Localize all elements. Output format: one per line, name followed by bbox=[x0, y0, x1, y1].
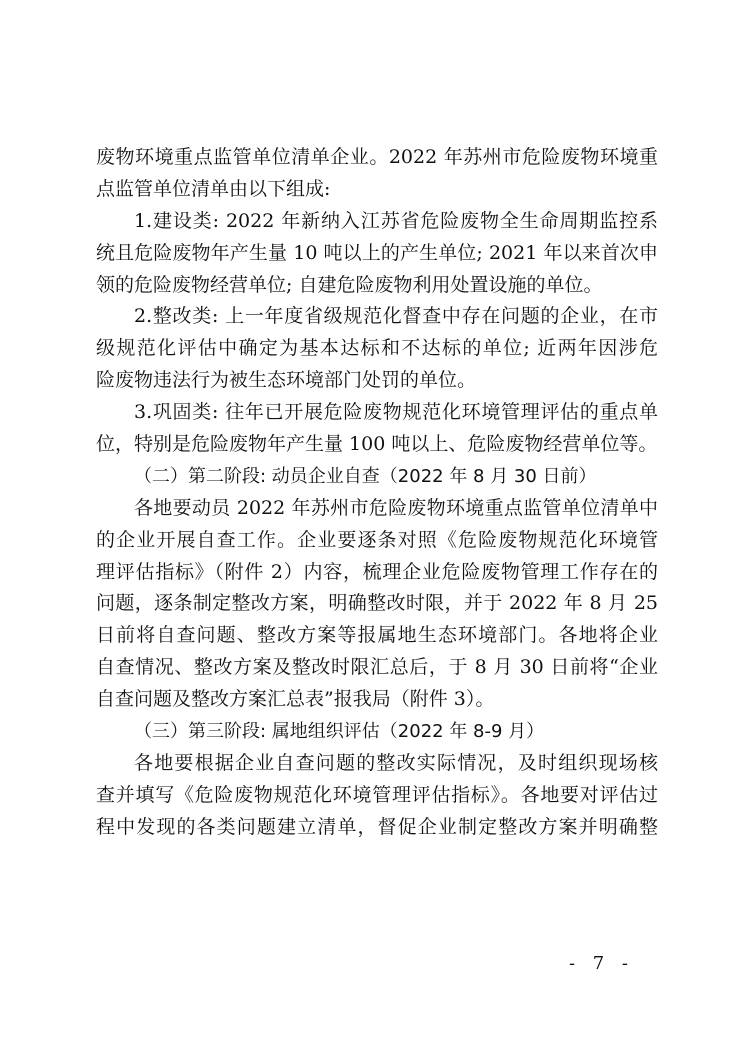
text-line: 自查问题及整改方案汇总表”报我局（附件 3）。 bbox=[96, 688, 495, 711]
text-line: 3.巩固类: 往年已开展危险废物规范化环境管理评估的重点单 bbox=[134, 401, 658, 424]
text-line: 各地要根据企业自查问题的整改实际情况，及时组织现场核 bbox=[134, 751, 658, 774]
section-heading: （三）第三阶段: 属地组织评估（2022 年 8-9 月） bbox=[134, 721, 545, 743]
text-line: 险废物违法行为被生态环境部门处罚的单位。 bbox=[96, 369, 477, 392]
text-line: 废物环境重点监管单位清单企业。2022 年苏州市危险废物环境重 bbox=[96, 146, 658, 168]
text-line: 程中发现的各类问题建立清单，督促企业制定整改方案并明确整 bbox=[96, 815, 658, 838]
text-line: 问题，逐条制定整改方案，明确整改时限，并于 2022 年 8 月 25 bbox=[96, 592, 658, 615]
text-line: 点监管单位清单由以下组成: bbox=[96, 177, 331, 200]
text-line: 统且危险废物年产生量 10 吨以上的产生单位; 2021 年以来首次申 bbox=[96, 241, 658, 264]
text-line: 查并填写《危险废物规范化环境管理评估指标》。各地要对评估过 bbox=[96, 783, 658, 806]
text-line: 领的危险废物经营单位; 自建危险废物利用处置设施的单位。 bbox=[96, 273, 603, 296]
text-line: 的企业开展自查工作。企业要逐条对照《危险废物规范化环境管 bbox=[96, 528, 658, 551]
document-body bbox=[96, 142, 658, 844]
text-line: 级规范化评估中确定为基本达标和不达标的单位; 近两年因涉危 bbox=[96, 337, 658, 360]
text-line: 各地要动员 2022 年苏州市危险废物环境重点监管单位清单中 bbox=[134, 496, 658, 519]
page-number: - 7 - bbox=[568, 953, 634, 974]
text-line: 自查情况、整改方案及整改时限汇总后，于 8 月 30 日前将“企业 bbox=[96, 656, 658, 679]
text-line: 2.整改类: 上一年度省级规范化督查中存在问题的企业，在市 bbox=[134, 305, 658, 328]
text-line: 位，特别是危险废物年产生量 100 吨以上、危险废物经营单位等。 bbox=[96, 433, 658, 456]
text-line: 理评估指标》（附件 2）内容，梳理企业危险废物管理工作存在的 bbox=[96, 560, 658, 583]
text-line: 日前将自查问题、整改方案等报属地生态环境部门。各地将企业 bbox=[96, 624, 658, 647]
text-line: 1.建设类: 2022 年新纳入江苏省危险废物全生命周期监控系 bbox=[134, 209, 658, 232]
section-heading: （二）第二阶段: 动员企业自查（2022 年 8 月 30 日前） bbox=[134, 465, 597, 487]
